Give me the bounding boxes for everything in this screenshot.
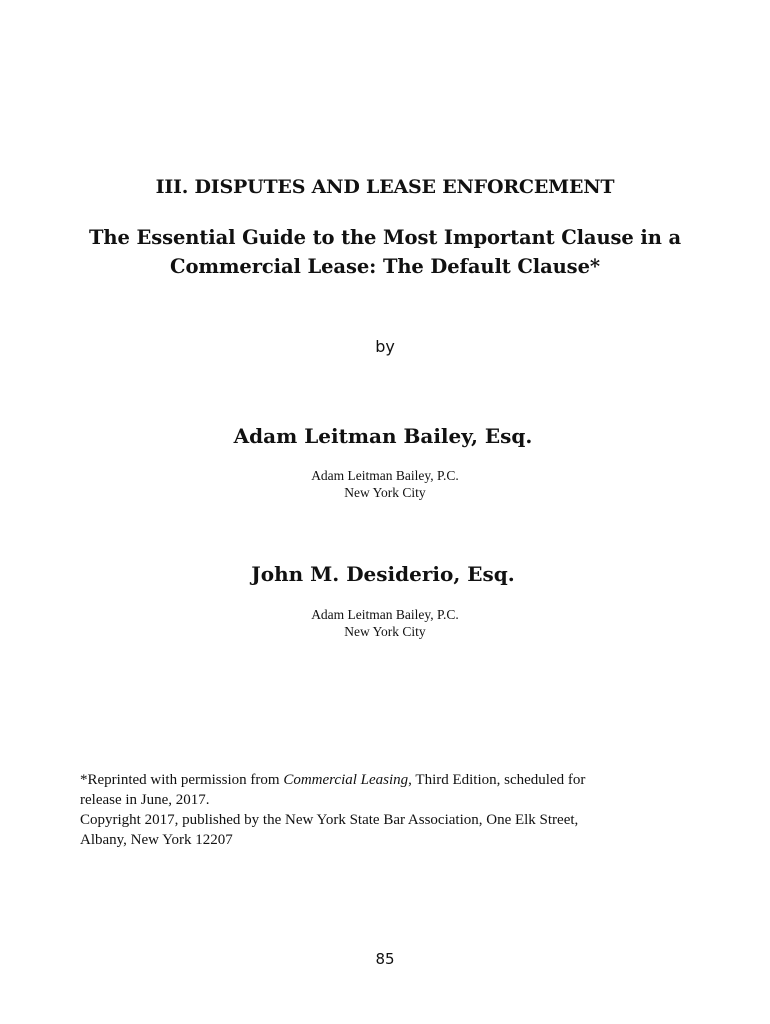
author-1-firm: Adam Leitman Bailey, P.C.: [311, 468, 459, 483]
reprint-footnote: [80, 770, 700, 850]
author-1-affiliation: [0, 467, 770, 501]
byline-by: by: [375, 337, 395, 356]
article-title-line-2: Commercial Lease: The Default Clause*: [170, 255, 600, 278]
author-2-name: John M. Desiderio, Esq.: [251, 562, 515, 586]
footnote-prefix: *Reprinted with permission from: [80, 772, 284, 788]
footnote-line-4: Albany, New York 12207: [80, 832, 233, 848]
author-2-affiliation: [0, 606, 770, 640]
article-title-line-1: The Essential Guide to the Most Important Clause in a: [88, 226, 682, 249]
footnote-line-3: Copyright 2017, published by the New York State Bar Association, One Elk Street,: [80, 812, 579, 828]
footnote-line-2: release in June, 2017.: [80, 792, 210, 808]
page-number: 85: [375, 950, 395, 968]
footnote-suffix: , Third Edition, scheduled for: [408, 772, 586, 788]
article-title: [0, 223, 770, 281]
footnote-line-1: [80, 770, 700, 790]
author-1-city: New York City: [344, 485, 426, 500]
section-heading: III. DISPUTES AND LEASE ENFORCEMENT: [155, 176, 615, 198]
author-2-firm: Adam Leitman Bailey, P.C.: [311, 607, 459, 622]
footnote-book-title: Commercial Leasing: [283, 772, 409, 788]
author-2-city: New York City: [344, 624, 426, 639]
author-1-name: Adam Leitman Bailey, Esq.: [233, 424, 533, 448]
